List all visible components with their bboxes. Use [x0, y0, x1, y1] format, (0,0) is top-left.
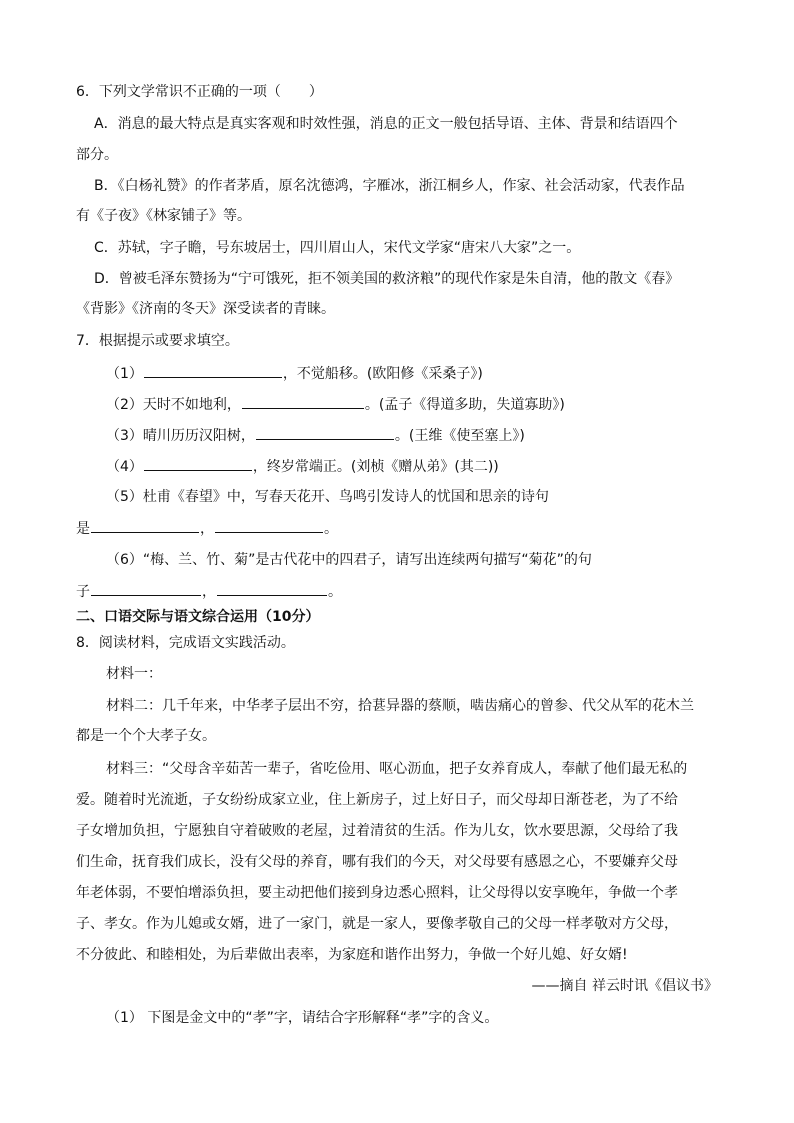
answer-blank[interactable]: [256, 426, 394, 440]
question-7-item-5: （5）杜甫《春望》中，写春天花开、鸟鸣引发诗人的忧国和思亲的诗句: [106, 489, 549, 505]
material-2: 材料二：几千年来，中华孝子层出不穷，拾葚异器的蔡顺，啮齿痛心的曾参、代父从军的花木兰: [106, 698, 694, 714]
question-7-item-6-answer: 子 ， 。: [76, 584, 342, 600]
question-6-option-b: B．《白杨礼赞》的作者茅盾，原名沈德鸿，字雁冰，浙江桐乡人，作家、社会活动家，代表作品: [94, 178, 685, 194]
section-2-heading: 二、口语交际与语文综合运用（10分）: [76, 609, 320, 625]
question-7-item-2: （2）天时不如地利， 。(孟子《得道多助，失道寡助》): [106, 397, 565, 413]
answer-blank[interactable]: [217, 582, 327, 596]
material-1: 材料一：: [106, 666, 162, 682]
question-7-item-6: （6）“梅、兰、竹、菊”是古代花中的四君子，请写出连续两句描写“菊花”的句: [106, 552, 592, 568]
question-6-option-d: D．曾被毛泽东赞扬为“宁可饿死，拒不领美国的救济粮”的现代作家是朱自清，他的散文《春》: [94, 271, 680, 287]
question-7-item-5-answer: 是 ， 。: [76, 521, 338, 537]
question-6-option-d-cont: 《背影》《济南的冬天》深受读者的青睐。: [76, 301, 335, 317]
material-3: 材料三：“父母含辛茹苦一辈子，省吃俭用、呕心沥血，把子女养育成人，奉献了他们最无私的: [106, 761, 688, 777]
material-3-line-3: 子女增加负担，宁愿独自守着破败的老屋，过着清贫的生活。作为儿女，饮水要思源，父母给了我: [76, 823, 678, 839]
answer-blank[interactable]: [242, 395, 364, 409]
question-7-item-4: （4） ，终岁常端正。(刘桢《赠从弟》(其二)): [106, 459, 499, 475]
answer-blank[interactable]: [91, 519, 199, 533]
answer-blank[interactable]: [91, 582, 201, 596]
question-8-sub-1: （1） 下图是金文中的“孝”字，请结合字形解释“孝”字的含义。: [106, 1010, 499, 1026]
question-6-option-a-cont: 部分。: [76, 147, 118, 163]
question-6-option-b-cont: 有《子夜》《林家铺子》等。: [76, 208, 251, 224]
question-6-stem: 6．下列文学常识不正确的一项（ ）: [76, 84, 323, 100]
answer-blank[interactable]: [215, 519, 323, 533]
question-8-stem: 8．阅读材料，完成语文实践活动。: [76, 635, 295, 651]
answer-blank[interactable]: [144, 457, 252, 471]
material-3-line-2: 爱。随着时光流逝，子女纷纷成家立业，住上新房子，过上好日子，而父母却日渐苍老，为了不给: [76, 792, 678, 808]
material-3-line-4: 们生命，抚育我们成长，没有父母的养育，哪有我们的今天，对父母要有感恩之心，不要嫌弃父母: [76, 854, 678, 870]
material-3-line-5: 年老体弱，不要怕增添负担，要主动把他们接到身边悉心照料，让父母得以安享晚年，争做一个孝: [76, 885, 678, 901]
question-7-item-3: （3）晴川历历汉阳树， 。(王维《使至塞上》): [106, 428, 525, 444]
question-7-stem: 7．根据提示或要求填空。: [76, 333, 239, 349]
question-6-option-a: A．消息的最大特点是真实客观和时效性强，消息的正文一般包括导语、主体、背景和结语四个: [94, 116, 678, 132]
question-7-item-1: （1） ，不觉船移。(欧阳修《采桑子》): [106, 366, 483, 382]
question-6-option-c: C．苏轼，字子瞻，号东坡居士，四川眉山人，宋代文学家“唐宋八大家”之一。: [94, 240, 581, 256]
material-3-source: ——摘自 祥云时讯《倡议书》: [531, 978, 718, 994]
material-3-line-7: 不分彼此、和睦相处，为后辈做出表率，为家庭和谐作出努力，争做一个好儿媳、好女婿!: [76, 947, 628, 963]
material-2-cont: 都是一个个大孝子女。: [76, 728, 216, 744]
material-3-line-6: 子、孝女。作为儿媳或女婿，进了一家门，就是一家人，要像孝敬自己的父母一样孝敬对方父母，: [76, 916, 678, 932]
answer-blank[interactable]: [144, 364, 282, 378]
